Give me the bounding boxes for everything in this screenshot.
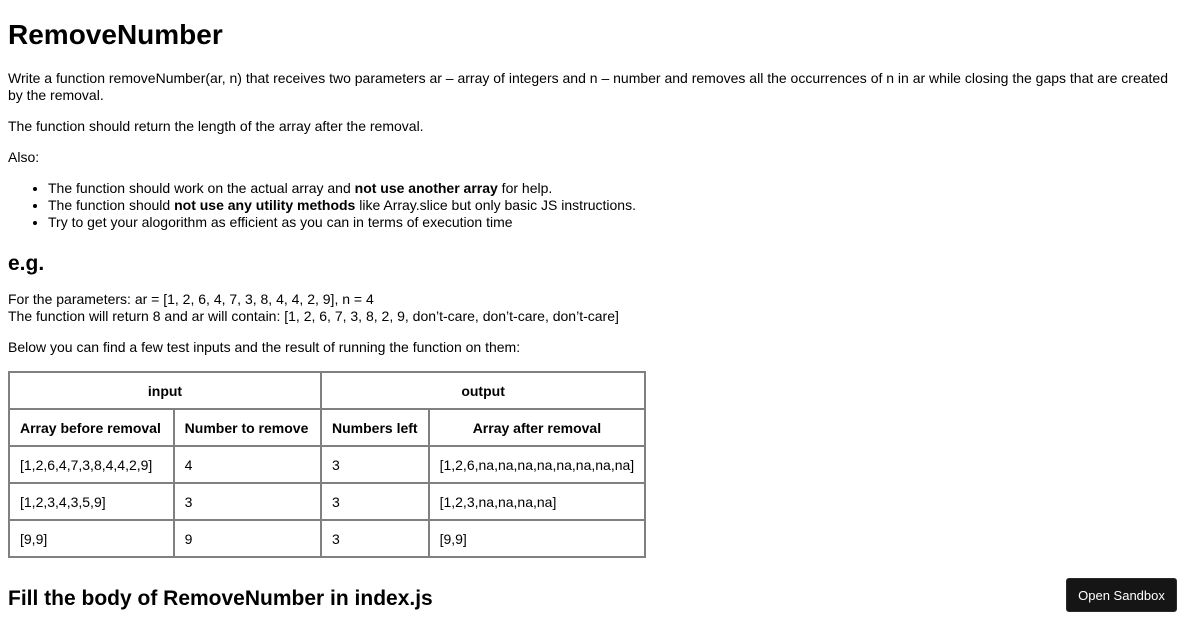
- rule-text: for help.: [497, 180, 553, 196]
- rule-text: The function should: [48, 197, 175, 213]
- page-title: RemoveNumber: [8, 19, 223, 50]
- table-cell: [1,2,6,na,na,na,na,na,na,na,na]: [429, 446, 646, 483]
- table-intro: Below you can find a few test inputs and the result of running the function on them:: [8, 339, 521, 355]
- table-cell: [1,2,6,4,7,3,8,4,4,2,9]: [9, 446, 174, 483]
- table-cell: [1,2,3,na,na,na,na]: [429, 483, 646, 520]
- return-note: The function should return the length of the array after the removal.: [8, 118, 424, 134]
- table-row: [9, 483, 645, 520]
- table-cell: 3: [321, 446, 429, 483]
- table-cell: [9,9]: [429, 520, 646, 557]
- table-header-row: [9, 409, 645, 446]
- rule-emphasis: not use any utility methods: [174, 197, 356, 213]
- table-cell: 9: [174, 520, 321, 557]
- open-sandbox-button[interactable]: Open Sandbox: [1066, 578, 1177, 612]
- rule-item: [48, 214, 1182, 231]
- rule-item: [48, 197, 1182, 214]
- table-row: [9, 520, 645, 557]
- example-result: The function will return 8 and ar will contain: [1, 2, 6, 7, 3, 8, 2, 9, don’t-care, don’t-care, don’t-care]: [8, 308, 619, 324]
- rule-text: like Array.slice but only basic JS instructions.: [355, 197, 636, 213]
- table-cell: 3: [321, 483, 429, 520]
- column-header: Numbers left: [321, 409, 429, 446]
- table-cell: 3: [174, 483, 321, 520]
- rule-emphasis: not use another array: [354, 180, 498, 196]
- table-row: [9, 446, 645, 483]
- table-cell: [9,9]: [9, 520, 174, 557]
- example-params: For the parameters: ar = [1, 2, 6, 4, 7, 3, 8, 4, 4, 2, 9], n = 4: [8, 291, 374, 307]
- results-table: [8, 371, 646, 558]
- column-header: Array after removal: [429, 409, 646, 446]
- fill-heading: Fill the body of RemoveNumber in index.js: [8, 587, 433, 610]
- description-text: Write a function removeNumber(ar, n) that receives two parameters ar – array of integers and n – number and removes all the occurrences of n in ar while closing the gaps that are created by the removal.: [8, 70, 1168, 103]
- also-label: Also:: [8, 149, 40, 165]
- group-header-output: output: [321, 372, 645, 409]
- instructions: [8, 70, 1182, 245]
- example-heading: e.g.: [8, 252, 45, 275]
- rule-item: [48, 180, 1182, 197]
- rule-text: Try to get your alogorithm as efficient as you can in terms of execution time: [48, 214, 513, 230]
- table-group-header-row: [9, 372, 645, 409]
- table-cell: [1,2,3,4,3,5,9]: [9, 483, 174, 520]
- column-header: Number to remove: [174, 409, 321, 446]
- column-header: Array before removal: [9, 409, 174, 446]
- group-header-input: input: [9, 372, 321, 409]
- rule-text: The function should work on the actual array and: [48, 180, 355, 196]
- table-cell: 4: [174, 446, 321, 483]
- table-cell: 3: [321, 520, 429, 557]
- example-block: [8, 291, 619, 325]
- rules-list: [8, 180, 1182, 231]
